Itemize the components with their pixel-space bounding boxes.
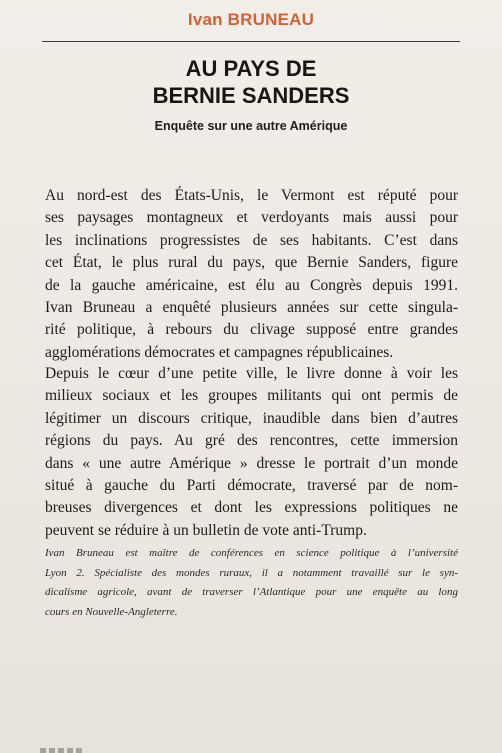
- text-line: agglomérations démocrates et campagnes républicaines.: [45, 343, 394, 361]
- bio-line: Ivan Bruneau est maître de conférences en science politique à l’université: [45, 547, 458, 559]
- text-line: Au nord-est des États-Unis, le Vermont est réputé pour: [45, 187, 458, 204]
- text-line: Ivan Bruneau a enquêté plusieurs années sur cette singula-: [45, 299, 458, 317]
- summary-paragraph-1: [45, 185, 458, 364]
- text-line: situé à gauche du Parti démocrate, traversé par de nom-: [45, 477, 458, 495]
- text-line: les inclinations progressistes de ses habitants. C’est dans: [45, 231, 458, 249]
- text-line: breuses divergences et dont les expressions politiques ne: [45, 499, 458, 517]
- book-title-line-1: AU PAYS DE: [185, 56, 317, 81]
- text-line: légitimer un discours critique, inaudible dans bien d’autres: [45, 409, 458, 427]
- book-subtitle: Enquête sur une autre Amérique: [154, 119, 348, 133]
- text-line: cet État, le plus rural du pays, que Bernie Sanders, figure: [45, 254, 458, 272]
- bio-line: dicalisme agricole, avant de traverser l’Atlantique pour une enquête au long: [45, 586, 458, 598]
- text-line: Depuis le cœur d’une petite ville, le livre donne à voir les: [45, 365, 458, 382]
- text-line: peuvent se réduire à un bulletin de vote anti-Trump.: [45, 521, 367, 539]
- author-bio: [45, 544, 458, 622]
- text-line: de la gauche américaine, est élu au Congrès depuis 1991.: [45, 276, 458, 294]
- author-name: Ivan BRUNEAU: [187, 10, 315, 29]
- text-line: dans « une autre Amérique » dresse le portrait d’un monde: [45, 454, 458, 472]
- text-line: rité politique, à rebours du clivage supposé entre grandes: [45, 321, 458, 339]
- book-title-line-2: BERNIE SANDERS: [152, 83, 350, 108]
- text-line: ses paysages montagneux et verdoyants mais aussi pour: [45, 209, 458, 227]
- divider-rule: [42, 41, 460, 42]
- text-line: milieux sociaux et les groupes militants qui ont permis de: [45, 387, 458, 405]
- text-line: régions du pays. Au gré des rencontres, cette immersion: [45, 432, 458, 450]
- bio-line: Lyon 2. Spécialiste des mondes ruraux, il a notamment travaillé sur le syn-: [45, 566, 458, 579]
- summary-paragraph-2: [45, 363, 458, 542]
- bio-line: cours en Nouvelle-Angleterre.: [45, 605, 178, 618]
- book-title: [0, 55, 502, 109]
- cropped-barcode-marks: [40, 744, 100, 753]
